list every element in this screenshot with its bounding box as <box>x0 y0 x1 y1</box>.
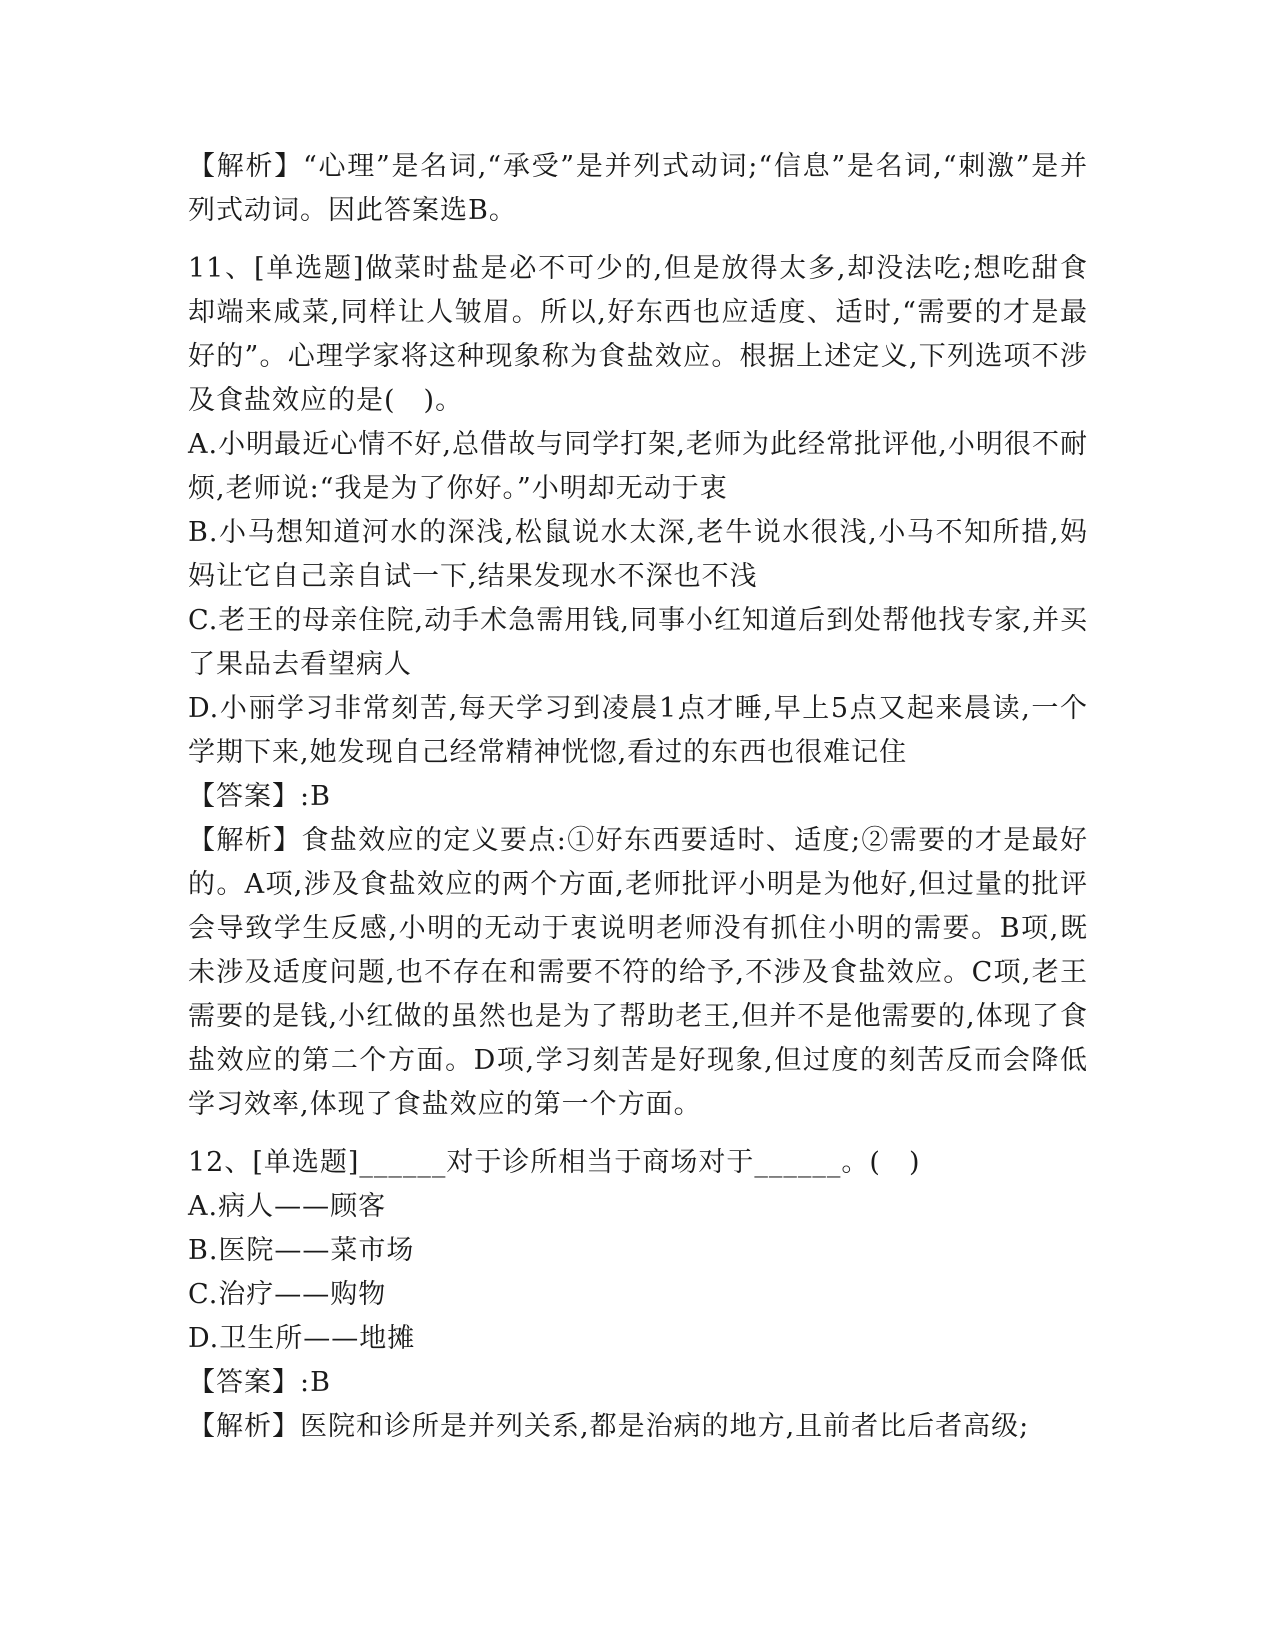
option-c: C.治疗——购物 <box>188 1279 387 1310</box>
option-a: A.病人——顾客 <box>188 1191 387 1222</box>
explanation: 【解析】医院和诊所是并列关系,都是治病的地方,且前者比后者高级; <box>188 1411 1030 1442</box>
option-a: A.小明最近心情不好,总借故与同学打架,老师为此经常批评他,小明很不耐烦,老师说:“我是为了你好。”小明却无动于衷 <box>188 429 1088 504</box>
spacer <box>188 1127 1088 1141</box>
option-b: B.医院——菜市场 <box>188 1235 415 1266</box>
question-12 <box>188 1141 1088 1449</box>
spacer <box>188 233 1088 247</box>
option-b: B.小马想知道河水的深浅,松鼠说水太深,老牛说水很浅,小马不知所措,妈妈让它自己亲自试一下,结果发现水不深也不浅 <box>188 517 1088 592</box>
previous-explanation: 【解析】“心理”是名词,“承受”是并列式动词;“信息”是名词,“刺激”是并列式动词。因此答案选B。 <box>188 151 1088 226</box>
option-c: C.老王的母亲住院,动手术急需用钱,同事小红知道后到处帮他找专家,并买了果品去看望病人 <box>188 605 1088 680</box>
option-d: D.卫生所——地摊 <box>188 1323 416 1354</box>
answer: 【答案】:B <box>188 1367 331 1398</box>
explanation: 【解析】食盐效应的定义要点:①好东西要适时、适度;②需要的才是最好的。A项,涉及食盐效应的两个方面,老师批评小明是为他好,但过量的批评会导致学生反感,小明的无动于衷说明老师没有抓住小明的需要。B项,既未涉及适度问题,也不存在和需要不符的给予,不涉及食盐效应。C项,老王需要的是钱,小红做的虽然也是为了帮助老王,但并不是他需要的,体现了食盐效应的第二个方面。D项,学习刻苦是好现象,但过度的刻苦反而会降低学习效率,体现了食盐效应的第一个方面。 <box>188 825 1088 1120</box>
option-d: D.小丽学习非常刻苦,每天学习到凌晨1点才睡,早上5点又起来晨读,一个学期下来,她发现自己经常精神恍惚,看过的东西也很难记住 <box>188 693 1088 768</box>
document-body <box>188 145 1088 1449</box>
question-11 <box>188 247 1088 1127</box>
answer: 【答案】:B <box>188 781 331 812</box>
question-stem: 11、[单选题]做菜时盐是必不可少的,但是放得太多,却没法吃;想吃甜食却端来咸菜,同样让人皱眉。所以,好东西也应适度、适时,“需要的才是最好的”。心理学家将这种现象称为食盐效应。根据上述定义,下列选项不涉及食盐效应的是( )。 <box>188 253 1088 416</box>
question-stem: 12、[单选题]______对于诊所相当于商场对于______。( ) <box>188 1147 921 1178</box>
